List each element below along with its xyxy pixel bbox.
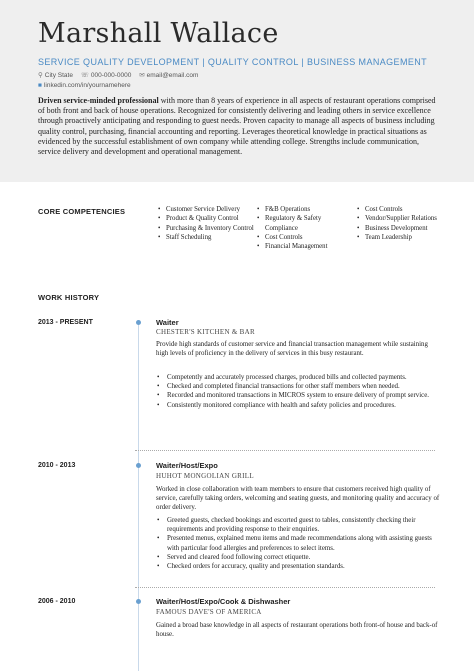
linkedin-icon: ■: [38, 82, 42, 89]
phone-icon: ☏: [80, 72, 89, 79]
achievement-item: • Checked orders for accuracy, quality and presentation standards.: [156, 562, 441, 571]
location-text: City State: [44, 72, 73, 79]
location-pin-icon: ⚲: [38, 72, 43, 79]
timeline-line: [138, 322, 139, 671]
phone-item: [81, 72, 133, 79]
achievement-item: • Greeted guests, checked bookings and escorted guest to tables, consistently checking their requirements and providing response to their enquiries.: [156, 516, 441, 534]
professional-summary: [38, 96, 438, 157]
job-title: Waiter/Host/Expo/Cook & Dishwasher: [156, 597, 291, 606]
achievement-item: • Recorded and monitored transactions in MICROS system to ensure delivery of prompt service.: [156, 391, 441, 400]
linkedin-text[interactable]: linkedin.com/in/yournamehere: [43, 82, 131, 89]
competency-item: • Regulatory & Safety Compliance: [257, 214, 347, 233]
section-divider: [135, 587, 435, 588]
timeline-dot: [136, 320, 141, 325]
job-description: Worked in close collaboration with team members to ensure that customers received high quality of service, carefully taking orders, welcoming and seating guests, and monitoring quality and accuracy of order delivery.: [156, 486, 440, 512]
competencies-column-1: [158, 205, 254, 242]
competency-item: • Business Development: [357, 224, 437, 233]
competency-item: • Team Leadership: [357, 233, 437, 242]
competency-item: • Vendor/Supplier Relations: [357, 214, 437, 223]
timeline-dot: [136, 463, 141, 468]
achievement-item: • Served and cleared food following correct etiquette.: [156, 553, 441, 562]
job-dates: 2013 - PRESENT: [38, 319, 93, 326]
competency-item: • F&B Operations: [257, 205, 347, 214]
job-achievements: [156, 373, 441, 410]
section-divider: [135, 450, 435, 451]
competency-item: • Product & Quality Control: [158, 214, 254, 223]
company-name: HUHOT MONGOLIAN GRILL: [156, 472, 254, 480]
competency-item: • Purchasing & Inventory Control: [158, 224, 254, 233]
summary-text: with more than 8 years of experience in all aspects of restaurant operations comprised of both front and back of house operations. Recognized for consistently delivering and leading others in service excellence through proactively anticipating and responding to guest needs. Proven capacity to manage all aspects of business including quality control, purchasing, financial accounting and reporting. Leverages theoretical knowledge in practical situations as evidenced by the successful establishment of own company while attending college. Strengths include communication, service delivery and development and operational management.: [38, 96, 436, 157]
linkedin-line[interactable]: [38, 82, 131, 89]
email-text[interactable]: email@email.com: [146, 72, 199, 79]
competencies-column-2: [257, 205, 347, 251]
professional-headline: SERVICE QUALITY DEVELOPMENT | QUALITY CONTROL | BUSINESS MANAGEMENT: [38, 57, 428, 67]
achievement-item: • Presented menus, explained menu items and made recommendations along with assisting guests with particular food allergies and preferences to select items.: [156, 534, 441, 552]
summary-lead: Driven service-minded professional: [38, 96, 159, 105]
job-title: Waiter: [156, 318, 179, 327]
candidate-name: Marshall Wallace: [38, 18, 279, 49]
competency-item: • Staff Scheduling: [158, 233, 254, 242]
job-dates: 2006 - 2010: [38, 598, 76, 605]
competency-item: • Cost Controls: [357, 205, 437, 214]
achievement-item: • Checked and completed financial transactions for other staff members when needed.: [156, 382, 441, 391]
email-item[interactable]: [139, 72, 198, 79]
job-description: Gained a broad base knowledge in all aspects of restaurant operations both front-of house and back-of house.: [156, 622, 438, 639]
work-history-title: WORK HISTORY: [38, 293, 100, 302]
competencies-column-3: [357, 205, 437, 242]
location-item: [38, 72, 75, 79]
contact-line: [38, 71, 204, 79]
achievement-item: • Consistently monitored compliance with health and safety policies and procedures.: [156, 401, 441, 410]
company-name: CHESTER'S KITCHEN & BAR: [156, 328, 255, 336]
job-title: Waiter/Host/Expo: [156, 461, 218, 470]
job-dates: 2010 - 2013: [38, 462, 76, 469]
job-description: Provide high standards of customer service and financial transaction management while sustaining high levels of proficiency in the delivery of services in this busy restaurant.: [156, 341, 428, 358]
competency-item: • Customer Service Delivery: [158, 205, 254, 214]
job-achievements: [156, 516, 441, 571]
core-competencies-title: CORE COMPETENCIES: [38, 207, 126, 216]
competency-item: • Cost Controls: [257, 233, 347, 242]
email-icon: ✉: [139, 72, 145, 79]
company-name: FAMOUS DAVE'S OF AMERICA: [156, 608, 262, 616]
timeline-dot: [136, 599, 141, 604]
achievement-item: • Competently and accurately processed charges, produced bills and collected payments.: [156, 373, 441, 382]
phone-text: 000-000-0000: [90, 72, 132, 79]
competency-item: • Financial Management: [257, 242, 347, 251]
resume-header: [0, 0, 474, 182]
